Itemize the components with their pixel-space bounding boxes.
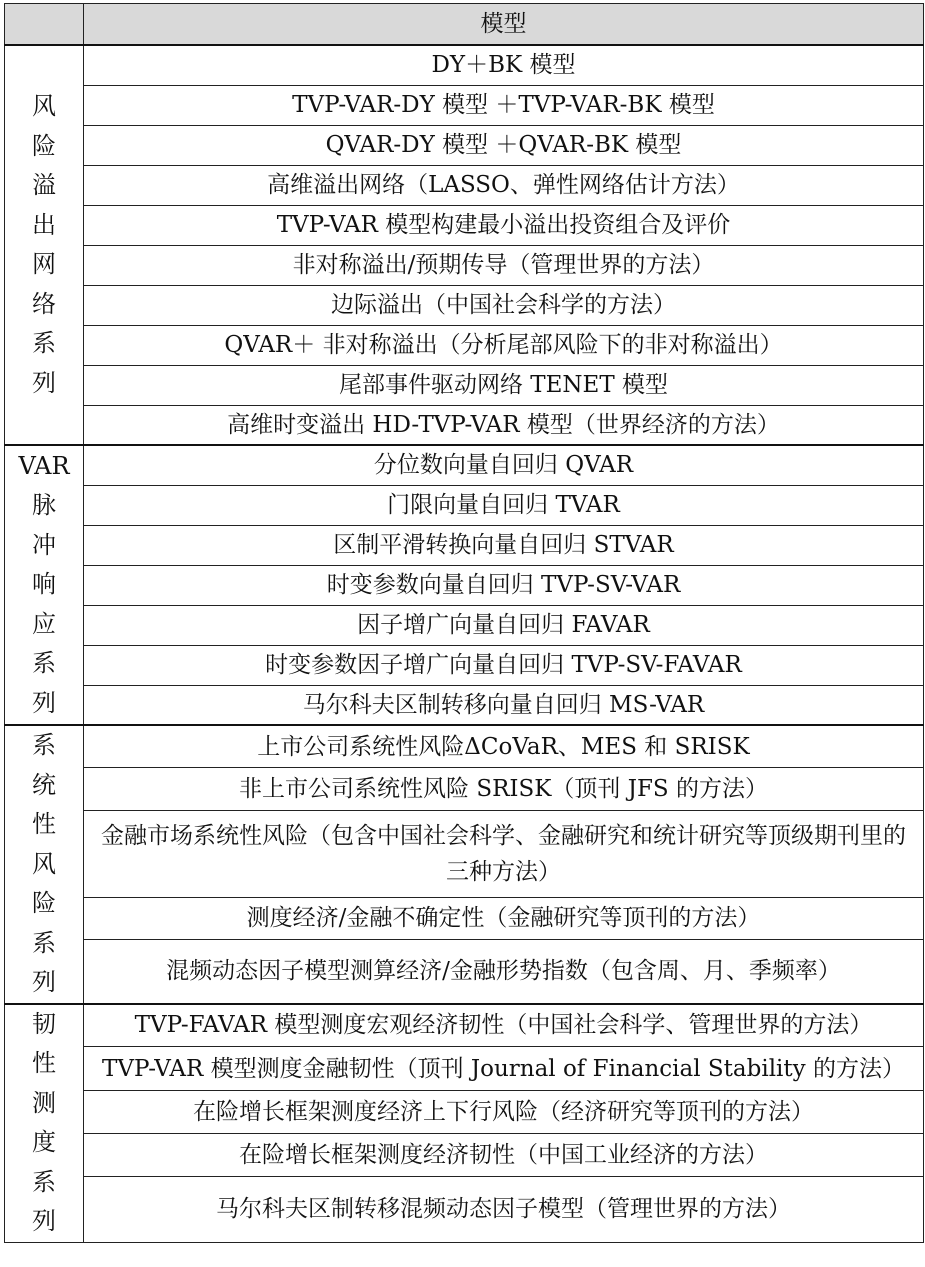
table-row bbox=[5, 485, 924, 525]
category-cell bbox=[5, 445, 84, 725]
model-cell: 混频动态因子模型测算经济/金融形势指数（包含周、月、季频率） bbox=[84, 940, 924, 1004]
category-char: 网 bbox=[32, 250, 56, 278]
table-body bbox=[5, 45, 924, 1242]
model-cell: 上市公司系统性风险ΔCoVaR、MES 和 SRISK bbox=[84, 725, 924, 768]
table-row bbox=[5, 685, 924, 725]
model-cell: TVP-FAVAR 模型测度宏观经济韧性（中国社会科学、管理世界的方法） bbox=[84, 1004, 924, 1047]
category-cell bbox=[5, 725, 84, 1004]
model-cell: 测度经济/金融不确定性（金融研究等顶刊的方法） bbox=[84, 897, 924, 940]
category-char: 险 bbox=[32, 131, 56, 160]
model-cell: 时变参数因子增广向量自回归 TVP-SV-FAVAR bbox=[84, 645, 924, 685]
table-row bbox=[5, 645, 924, 685]
table-row bbox=[5, 85, 924, 125]
category-label bbox=[5, 447, 83, 724]
table-row bbox=[5, 725, 924, 768]
table-row bbox=[5, 125, 924, 165]
table-row bbox=[5, 405, 924, 445]
model-cell: 非上市公司系统性风险 SRISK（顶刊 JFS 的方法） bbox=[84, 768, 924, 811]
model-cell: TVP-VAR 模型构建最小溢出投资组合及评价 bbox=[84, 205, 924, 245]
model-cell: 因子增广向量自回归 FAVAR bbox=[84, 605, 924, 645]
category-char: 韧 bbox=[32, 1009, 56, 1038]
model-cell: DY＋BK 模型 bbox=[84, 45, 924, 85]
model-cell: 尾部事件驱动网络 TENET 模型 bbox=[84, 365, 924, 405]
model-cell: TVP-VAR-DY 模型 ＋TVP-VAR-BK 模型 bbox=[84, 85, 924, 125]
model-cell: 马尔科夫区制转移向量自回归 MS-VAR bbox=[84, 685, 924, 725]
category-label bbox=[5, 87, 83, 403]
category-char: 性 bbox=[32, 810, 56, 838]
table-row bbox=[5, 940, 924, 1004]
table-row bbox=[5, 565, 924, 605]
header-row bbox=[5, 4, 924, 46]
category-cell bbox=[5, 45, 84, 445]
category-label bbox=[5, 1005, 83, 1242]
model-cell: 分位数向量自回归 QVAR bbox=[84, 445, 924, 485]
category-char: 应 bbox=[32, 609, 56, 638]
category-char: 出 bbox=[32, 210, 56, 239]
category-char: 系 bbox=[32, 1167, 56, 1196]
model-cell: 区制平滑转换向量自回归 STVAR bbox=[84, 525, 924, 565]
category-char: 统 bbox=[32, 770, 56, 799]
table-row bbox=[5, 525, 924, 565]
table-row bbox=[5, 285, 924, 325]
model-cell: 高维溢出网络（LASSO、弹性网络估计方法） bbox=[84, 165, 924, 205]
model-cell: 在险增长框架测度经济韧性（中国工业经济的方法） bbox=[84, 1134, 924, 1177]
table-row bbox=[5, 45, 924, 85]
table-row bbox=[5, 768, 924, 811]
table-row bbox=[5, 1134, 924, 1177]
model-cell: 金融市场系统性风险（包含中国社会科学、金融研究和统计研究等顶级期刊里的三种方法） bbox=[84, 810, 924, 897]
category-cell bbox=[5, 1004, 84, 1243]
category-char: 脉 bbox=[32, 491, 56, 520]
category-char: 系 bbox=[32, 329, 56, 357]
table-row bbox=[5, 810, 924, 897]
model-cell: QVAR-DY 模型 ＋QVAR-BK 模型 bbox=[84, 125, 924, 165]
table-row bbox=[5, 897, 924, 940]
model-cell: 马尔科夫区制转移混频动态因子模型（管理世界的方法） bbox=[84, 1177, 924, 1242]
model-cell: 在险增长框架测度经济上下行风险（经济研究等顶刊的方法） bbox=[84, 1090, 924, 1133]
category-char: 列 bbox=[32, 968, 56, 996]
table-row bbox=[5, 325, 924, 365]
category-char: 系 bbox=[32, 928, 56, 957]
category-char: 性 bbox=[32, 1049, 56, 1077]
category-char: 风 bbox=[32, 849, 56, 878]
category-label bbox=[5, 726, 83, 1003]
model-cell: 边际溢出（中国社会科学的方法） bbox=[84, 285, 924, 325]
category-char: 风 bbox=[32, 92, 56, 120]
category-char: 系 bbox=[32, 649, 56, 678]
category-char: 列 bbox=[32, 688, 56, 717]
table-row bbox=[5, 1004, 924, 1047]
category-char: 测 bbox=[32, 1088, 56, 1117]
table-row bbox=[5, 245, 924, 285]
table-row bbox=[5, 365, 924, 405]
category-char: 险 bbox=[32, 889, 56, 917]
category-char: 响 bbox=[32, 570, 56, 599]
category-char: 溢 bbox=[32, 171, 56, 199]
category-char: 度 bbox=[32, 1128, 56, 1156]
header-category-cell bbox=[5, 4, 84, 46]
models-table bbox=[4, 3, 924, 1243]
table-row bbox=[5, 1177, 924, 1242]
model-cell: 时变参数向量自回归 TVP-SV-VAR bbox=[84, 565, 924, 605]
model-cell: QVAR＋ 非对称溢出（分析尾部风险下的非对称溢出） bbox=[84, 325, 924, 365]
model-cell: 门限向量自回归 TVAR bbox=[84, 485, 924, 525]
table-row bbox=[5, 605, 924, 645]
header-model-cell: 模型 bbox=[84, 4, 924, 46]
category-char: 列 bbox=[32, 368, 56, 397]
table-row bbox=[5, 165, 924, 205]
model-cell: 高维时变溢出 HD-TVP-VAR 模型（世界经济的方法） bbox=[84, 405, 924, 445]
category-char: 络 bbox=[32, 289, 56, 318]
category-char: 系 bbox=[32, 731, 56, 759]
category-char: 冲 bbox=[32, 530, 56, 559]
category-char: VAR bbox=[18, 451, 70, 480]
category-char: 列 bbox=[32, 1207, 56, 1235]
table-row bbox=[5, 445, 924, 485]
model-cell: TVP-VAR 模型测度金融韧性（顶刊 Journal of Financial Stability 的方法） bbox=[84, 1047, 924, 1090]
table-row bbox=[5, 1047, 924, 1090]
model-cell: 非对称溢出/预期传导（管理世界的方法） bbox=[84, 245, 924, 285]
table-row bbox=[5, 1090, 924, 1133]
table-row bbox=[5, 205, 924, 245]
